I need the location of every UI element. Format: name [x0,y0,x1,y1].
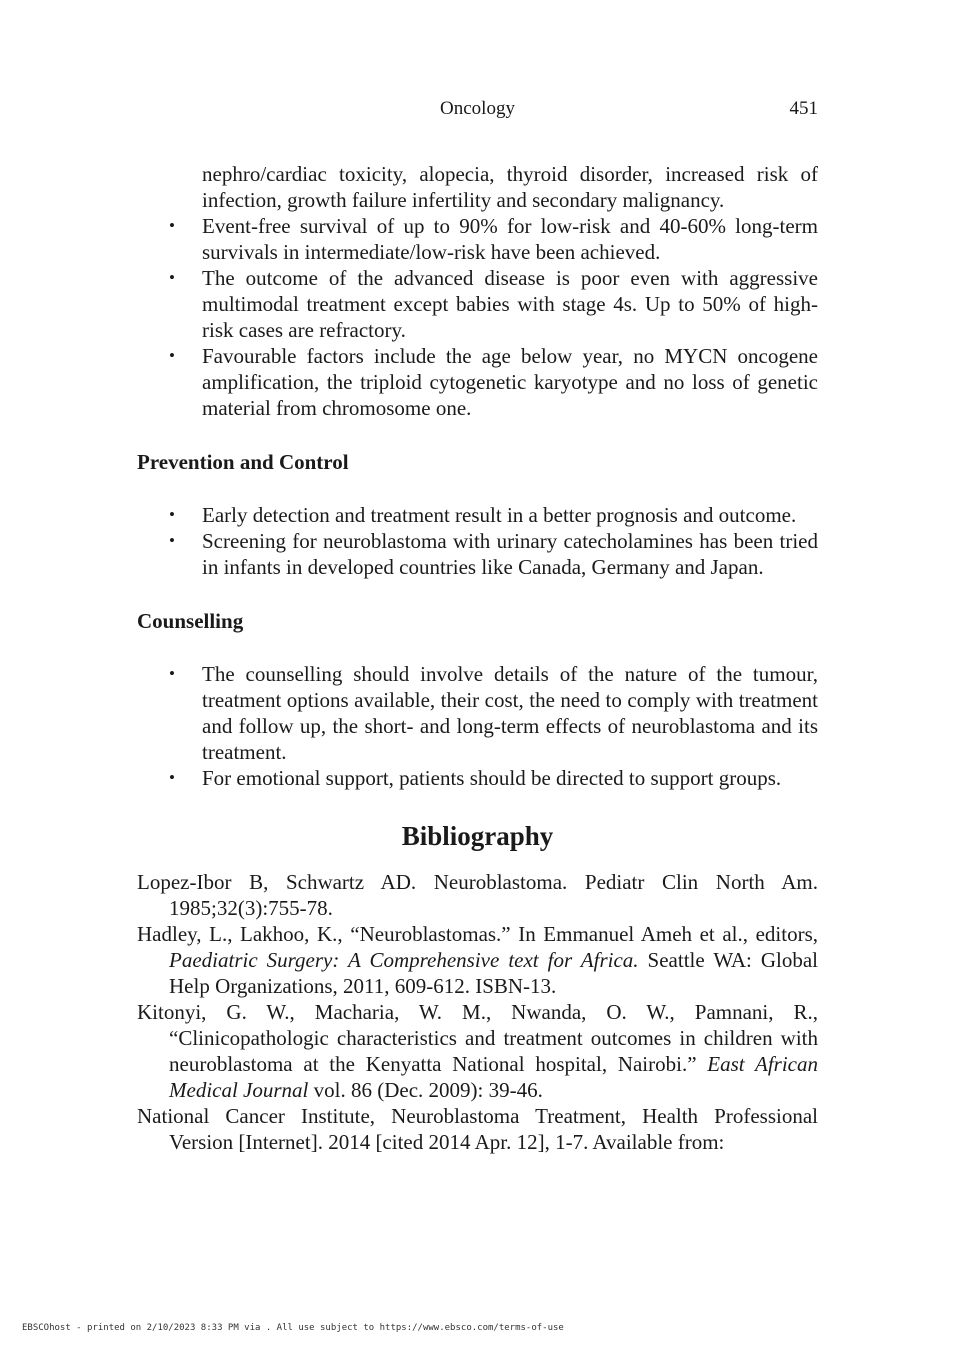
page-number: 451 [789,98,818,119]
prevention-heading: Prevention and Control [137,450,349,474]
body-text [137,161,818,1155]
bibliography-entry [137,999,818,1103]
prevention-bullet-list [137,502,818,580]
prognosis-continued-text: nephro/cardiac toxicity, alopecia, thyroid disorder, increased risk of infection, growth failure infertility and secondary malignancy. [202,162,818,212]
list-item [137,343,818,421]
list-item-text: The counselling should involve details of the nature of the tumour, treatment options available, their cost, the need to comply with treatment and follow up, the short- and long-term effects of neuroblastoma and its treatment. [202,662,818,764]
print-footer: EBSCOhost - printed on 2/10/2023 8:33 PM via . All use subject to https://www.ebsco.com/terms-of-use [22,1323,564,1333]
bibliography-heading: Bibliography [401,821,554,851]
bullet-icon: • [169,768,175,787]
list-item [137,265,818,343]
bullet-icon: • [169,531,175,550]
bibliography-entry-title: Paediatric Surgery: A Comprehensive text for Africa. [169,948,639,972]
running-header [137,96,818,122]
running-title: Oncology [440,98,515,119]
list-item-text: Favourable factors include the age below year, no MYCN oncogene amplification, the triploid cytogenetic karyotype and no loss of genetic material from chromosome one. [202,344,818,420]
bullet-icon: • [169,268,175,287]
bullet-icon: • [169,216,175,235]
list-item [137,661,818,765]
prognosis-bullet-list [137,213,818,421]
bullet-icon: • [169,346,175,365]
bibliography-entry-text: vol. 86 (Dec. 2009): 39-46. [308,1078,543,1102]
list-item-text: The outcome of the advanced disease is poor even with aggressive multimodal treatment except babies with stage 4s. Up to 50% of high-risk cases are refractory. [202,266,818,342]
counselling-heading: Counselling [137,609,244,633]
counselling-bullet-list [137,661,818,791]
list-item [137,213,818,265]
list-item-text: Early detection and treatment result in a better prognosis and outcome. [202,503,797,527]
bibliography-entry-text: Seattle WA: Global Help Organizations, 2011, 609-612. ISBN-13. [169,948,818,998]
list-item [137,765,818,791]
bibliography-entry [137,921,818,999]
list-item-text: Screening for neuroblastoma with urinary catecholamines has been tried in infants in developed countries like Canada, Germany and Japan. [202,529,818,579]
bibliography-entry-text: Hadley, L., Lakhoo, K., “Neuroblastomas.” In Emmanuel Ameh et al., editors, [137,922,818,946]
list-item [137,528,818,580]
bibliography-entry-journal: East African Medical Journal [169,1052,818,1102]
list-item [137,502,818,528]
bibliography-entry: National Cancer Institute, Neuroblastoma Treatment, Health Professional Version [Internet]. 2014 [cited 2014 Apr. 12], 1-7. Available from: [137,1104,818,1154]
bullet-icon: • [169,664,175,683]
bullet-icon: • [169,505,175,524]
bibliography-entry: Lopez-Ibor B, Schwartz AD. Neuroblastoma. Pediatr Clin North Am. 1985;32(3):755-78. [137,870,818,920]
bibliography-entry-text: Kitonyi, G. W., Macharia, W. M., Nwanda, O. W., Pamnani, R., “Clinicopathologic characteristics and treatment outcomes in children with neuroblastoma at the Kenyatta National hospital, Nairobi.” [137,1000,818,1076]
list-item-text: Event-free survival of up to 90% for low-risk and 40-60% long-term survivals in intermediate/low-risk have been achieved. [202,214,818,264]
list-item-text: For emotional support, patients should be directed to support groups. [202,766,782,790]
